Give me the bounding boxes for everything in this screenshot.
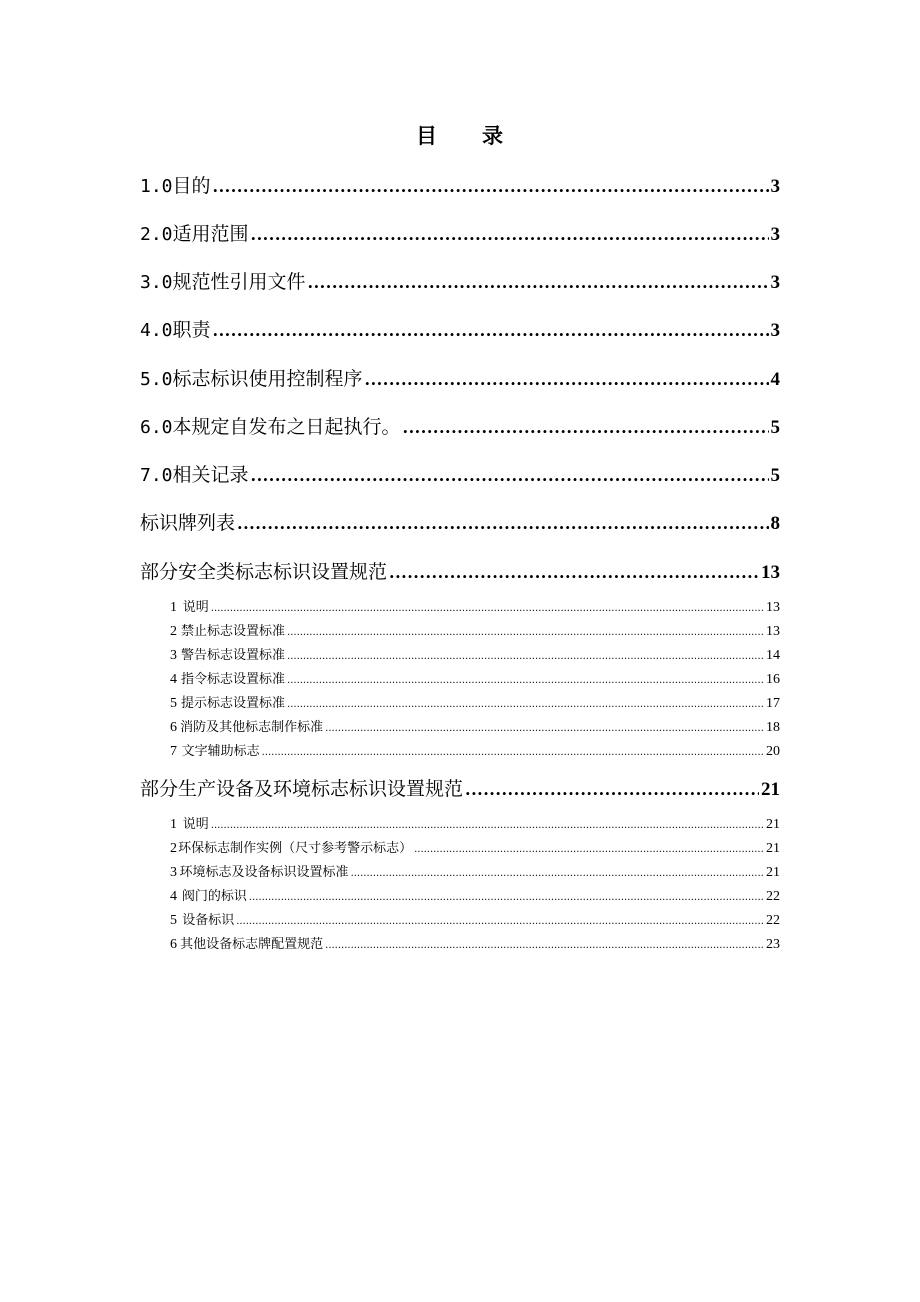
toc-subentry-page: 21	[766, 841, 780, 856]
dot-leader	[236, 916, 764, 927]
toc-entry-page: 5	[770, 417, 780, 438]
dot-leader	[308, 273, 769, 292]
toc-subentry-label: 阀门的标识	[181, 889, 247, 904]
dot-leader	[251, 466, 769, 485]
toc-entry-page: 3	[770, 176, 780, 197]
toc-entry-label: 目的	[172, 175, 211, 197]
toc-subentry-number: 3	[170, 865, 177, 880]
toc-entry-number: 6.0	[140, 417, 173, 438]
toc-entry-page: 13	[761, 562, 780, 583]
toc-subentry-number: 3	[170, 648, 177, 663]
toc-subentry-page: 18	[766, 720, 780, 735]
toc-entry[interactable]	[140, 219, 780, 246]
toc-subentry[interactable]	[170, 668, 780, 688]
toc-subentry-number: 7	[170, 744, 177, 759]
toc-entry-label: 本规定自发布之日起执行。	[172, 416, 401, 438]
toc-entry-number: 2.0	[140, 224, 173, 245]
toc-entry[interactable]	[140, 557, 780, 584]
dot-leader	[213, 321, 769, 340]
toc-entry[interactable]	[140, 460, 780, 487]
toc-subentry-label: 指令标志设置标准	[181, 672, 286, 687]
toc-subentry-label: 禁止标志设置标准	[181, 624, 286, 639]
toc-subentry[interactable]	[170, 909, 780, 929]
toc-subentry-page: 21	[766, 817, 780, 832]
toc-subentry-label: 环境标志及设备标识设置标准	[179, 865, 349, 880]
toc-title-part1: 目	[416, 123, 438, 148]
toc-subentry-label: 说明	[182, 600, 209, 615]
toc-subentry[interactable]	[170, 596, 780, 616]
dot-leader	[287, 675, 764, 686]
dot-leader	[211, 603, 764, 614]
dot-leader	[213, 177, 769, 196]
toc-entry-label: 部分安全类标志标识设置规范	[140, 561, 388, 583]
toc-subentry-page: 13	[766, 624, 780, 639]
toc-subentry[interactable]	[170, 885, 780, 905]
dot-leader	[365, 370, 769, 389]
dot-leader	[251, 225, 769, 244]
toc-subentry[interactable]	[170, 644, 780, 664]
toc-entry-page: 3	[770, 224, 780, 245]
toc-subentry-number: 2	[170, 624, 177, 639]
toc-subentry-label: 其他设备标志牌配置规范	[180, 937, 324, 952]
toc-entry[interactable]	[140, 508, 780, 535]
toc-entry-label: 适用范围	[172, 223, 249, 245]
toc-entry[interactable]	[140, 315, 780, 342]
dot-leader	[237, 514, 768, 533]
toc-subentry-number: 4	[170, 889, 177, 904]
toc-subentry-page: 22	[766, 913, 780, 928]
toc-entry[interactable]	[140, 412, 780, 439]
toc-subentry-label: 设备标识	[182, 913, 235, 928]
toc-entry-label: 标志标识使用控制程序	[172, 368, 363, 390]
toc-entry[interactable]	[140, 171, 780, 198]
dot-leader	[249, 892, 764, 903]
toc-subentry-number: 5	[170, 913, 177, 928]
toc-entry-page: 8	[770, 513, 780, 534]
toc-subentry-page: 16	[766, 672, 780, 687]
dot-leader	[325, 723, 764, 734]
toc-subentry[interactable]	[170, 620, 780, 640]
toc-title-part2: 录	[482, 123, 504, 148]
dot-leader	[287, 627, 764, 638]
toc-entry[interactable]	[140, 774, 780, 801]
toc-entry-label: 规范性引用文件	[172, 271, 306, 293]
dot-leader	[287, 699, 764, 710]
toc-subentry-number: 6	[170, 720, 177, 735]
toc-entry[interactable]	[140, 364, 780, 391]
toc-subentry[interactable]	[170, 716, 780, 736]
toc-subentry[interactable]	[170, 740, 780, 760]
toc-subentry[interactable]	[170, 933, 780, 953]
toc-entry-number: 4.0	[140, 320, 173, 341]
toc-entry-page: 5	[770, 465, 780, 486]
toc-subentry-number: 2	[170, 841, 177, 856]
toc-entry-number: 7.0	[140, 465, 173, 486]
dot-leader	[414, 844, 764, 855]
toc-subentry-page: 22	[766, 889, 780, 904]
dot-leader	[325, 940, 764, 951]
toc-subentry[interactable]	[170, 692, 780, 712]
toc-subentry-page: 14	[766, 648, 780, 663]
toc-entry-number: 5.0	[140, 369, 173, 390]
toc-entry-number: 3.0	[140, 272, 173, 293]
toc-subentry-label: 消防及其他标志制作标准	[180, 720, 324, 735]
toc-subentry[interactable]	[170, 837, 780, 857]
toc-entry[interactable]	[140, 267, 780, 294]
toc-entry-page: 3	[770, 320, 780, 341]
toc-entry-label: 部分生产设备及环境标志标识设置规范	[140, 778, 464, 800]
toc-entry-label: 职责	[172, 319, 211, 341]
toc-subentry-number: 4	[170, 672, 177, 687]
dot-leader	[211, 820, 764, 831]
dot-leader	[287, 651, 764, 662]
dot-leader	[262, 747, 764, 758]
toc-subentry-label: 环保标志制作实例（尺寸参考警示标志）	[178, 841, 413, 856]
toc-subentry-page: 21	[766, 865, 780, 880]
toc-subentry-number: 1	[170, 817, 177, 832]
dot-leader	[465, 780, 759, 799]
toc-entry-page: 21	[761, 779, 780, 800]
toc-subentry-number: 1	[170, 600, 177, 615]
dot-leader	[403, 418, 769, 437]
toc-subentry-page: 17	[766, 696, 780, 711]
toc-entry-label: 标识牌列表	[140, 512, 236, 534]
toc-subentry-label: 说明	[182, 817, 209, 832]
toc-subentry-label: 警告标志设置标准	[181, 648, 286, 663]
toc-subentry-number: 5	[170, 696, 177, 711]
toc-subentry-number: 6	[170, 937, 177, 952]
toc-subentry[interactable]	[170, 813, 780, 833]
dot-leader	[351, 868, 764, 879]
toc-subentry-label: 提示标志设置标准	[181, 696, 286, 711]
toc-entry-label: 相关记录	[172, 464, 249, 486]
toc-entry-page: 3	[770, 272, 780, 293]
toc-subentry[interactable]	[170, 861, 780, 881]
toc-subentry-page: 20	[766, 744, 780, 759]
dot-leader	[389, 563, 759, 582]
toc-entry-page: 4	[770, 369, 780, 390]
toc-title	[0, 120, 920, 150]
toc-subentry-page: 23	[766, 937, 780, 952]
toc-subentry-page: 13	[766, 600, 780, 615]
toc-entry-number: 1.0	[140, 176, 173, 197]
toc-subentry-label: 文字辅助标志	[181, 744, 260, 759]
